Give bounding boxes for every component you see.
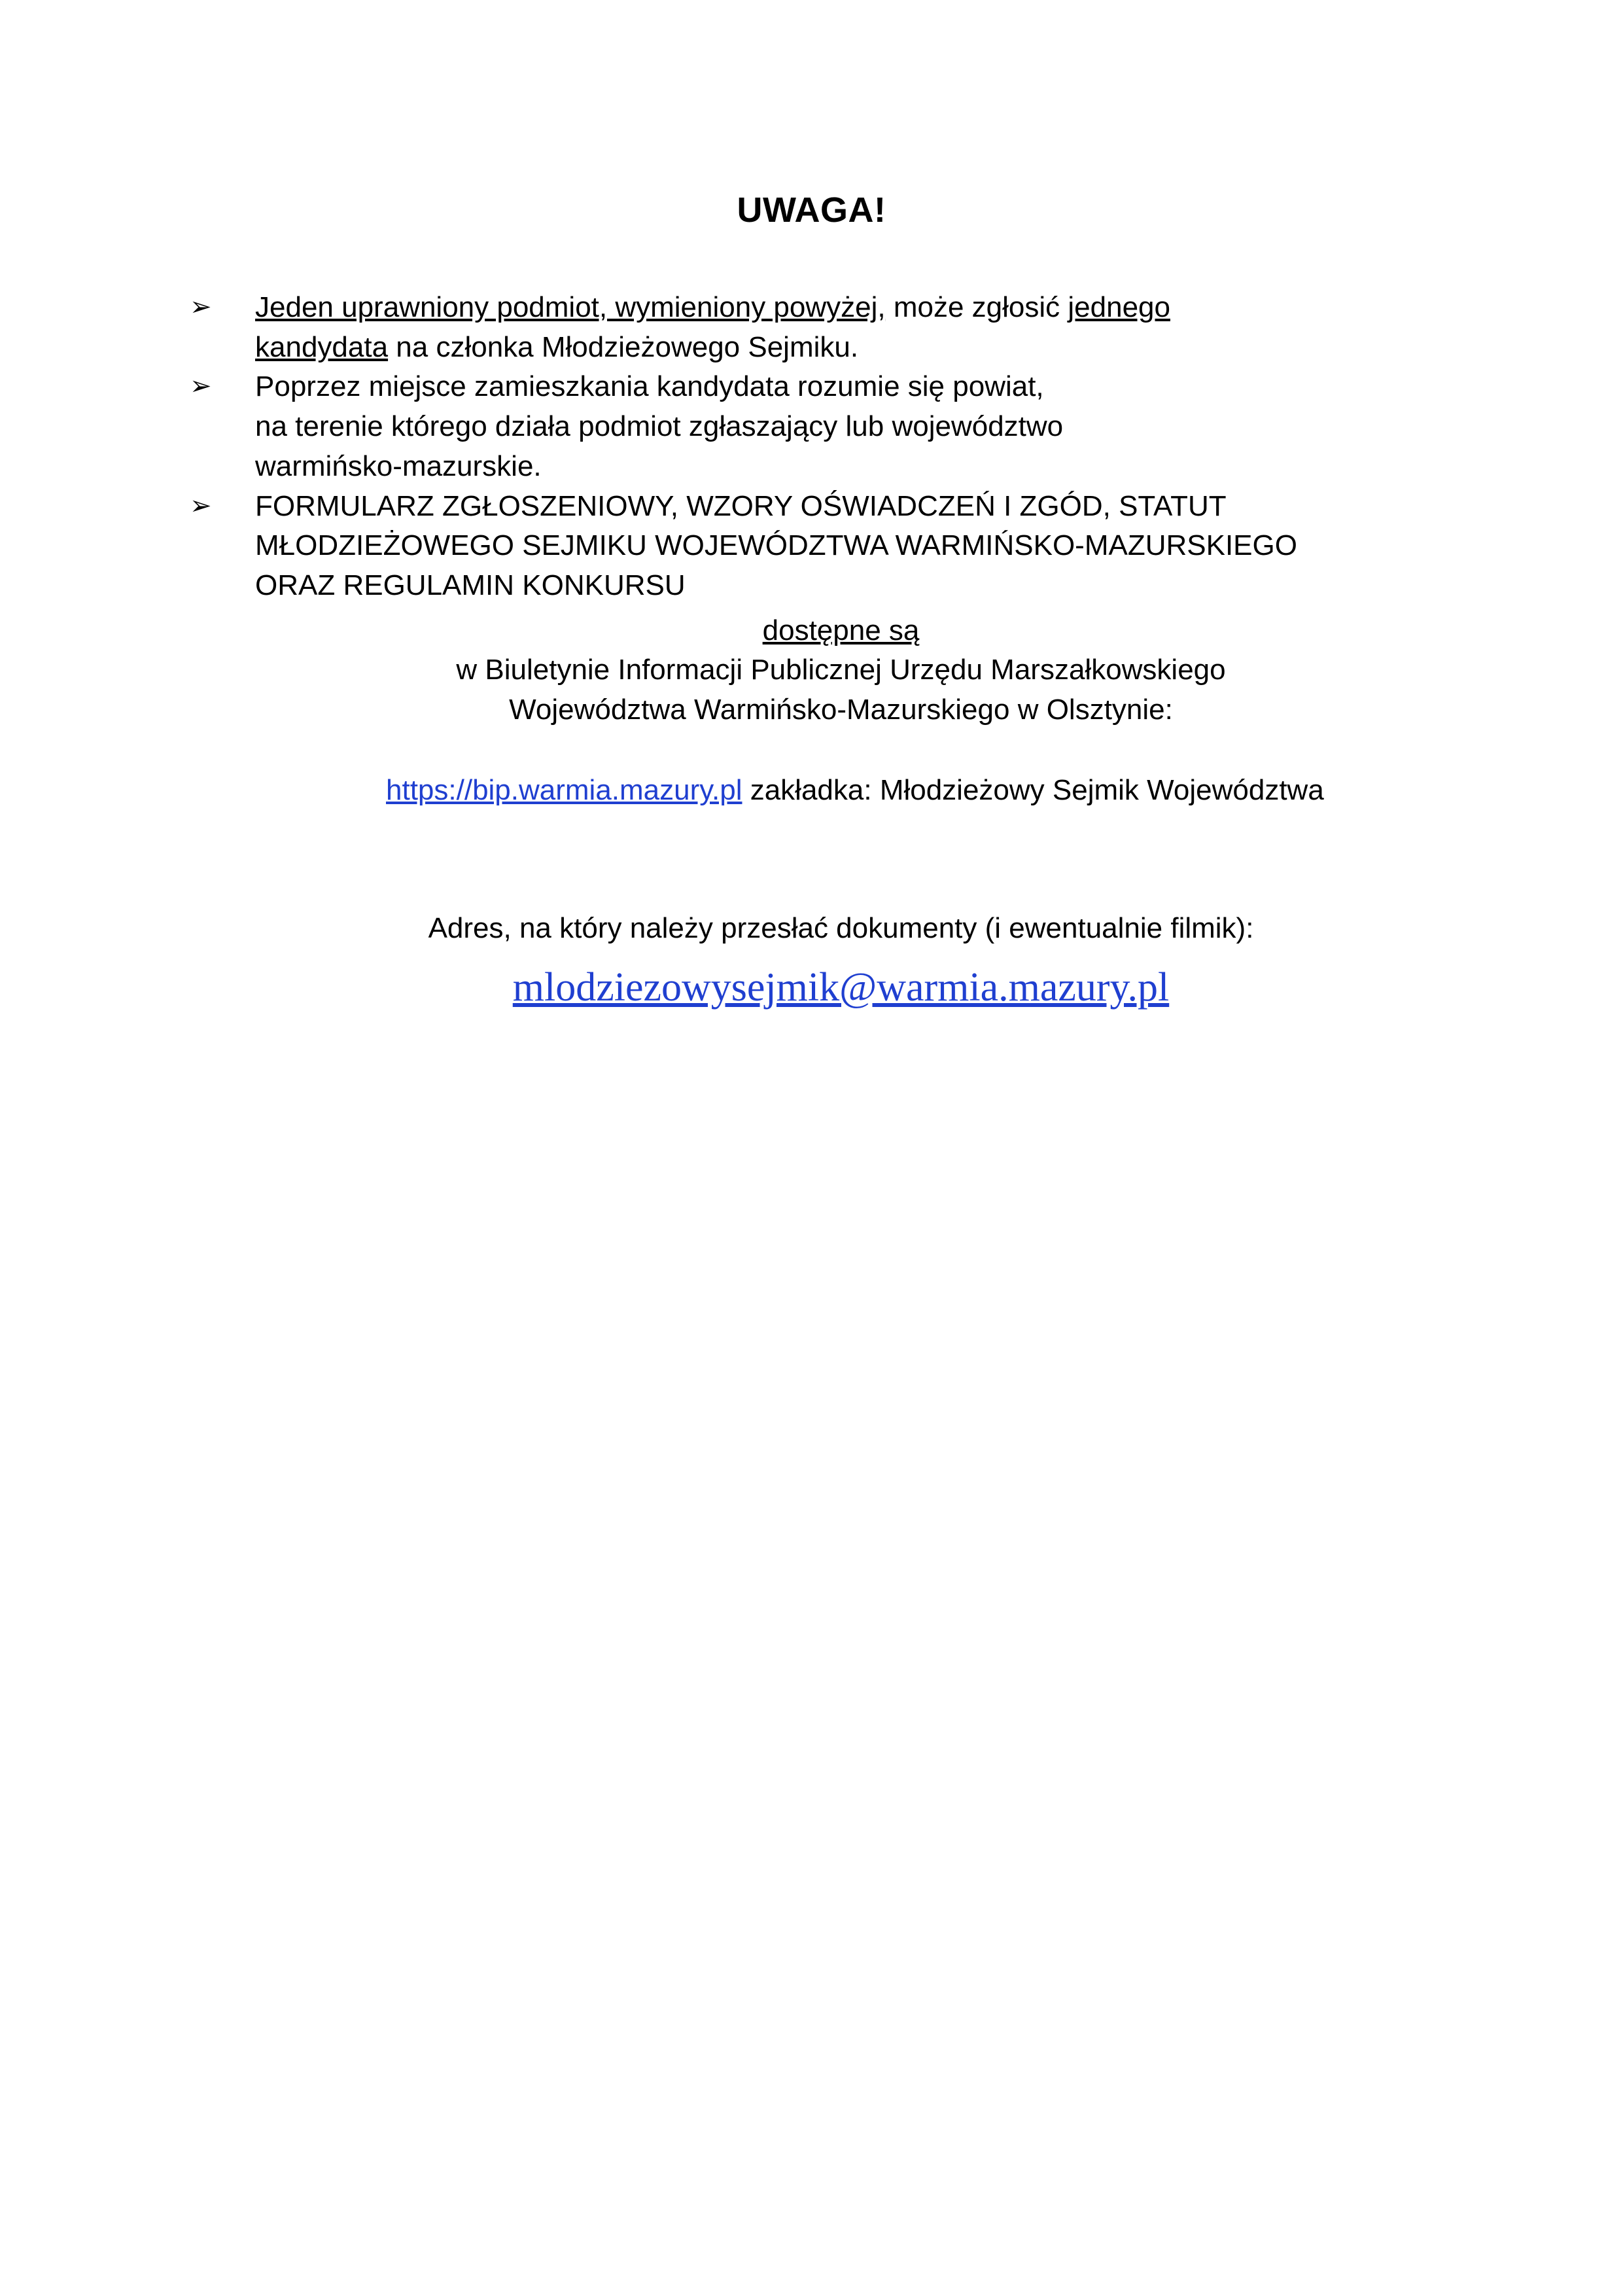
list-item [190, 487, 1492, 606]
list-item-line: na terenie którego działa podmiot zgłaszający lub województwo [255, 410, 1064, 443]
list-item-line: MŁODZIEŻOWEGO SEJMIKU WOJEWÓDZTWA WARMIŃSKO-MAZURSKIEGO [255, 529, 1297, 562]
page-title: UWAGA! [737, 190, 886, 230]
list-item-text: Jeden uprawniony podmiot, wymieniony powyżej, [255, 291, 886, 323]
list-item-line: FORMULARZ ZGŁOSZENIOWY, WZORY OŚWIADCZEŃ I ZGÓD, STATUT [255, 489, 1227, 522]
arrow-bullet-icon: ➢ [190, 371, 212, 402]
availability-line-1: w Biuletynie Informacji Publicznej Urzędu Marszałkowskiego [456, 654, 1226, 686]
availability-block [190, 611, 1492, 730]
list-item [190, 288, 1492, 367]
list-item [190, 367, 1492, 486]
availability-heading: dostępne są [762, 614, 920, 646]
bullet-list [190, 288, 1492, 606]
address-block [190, 909, 1492, 1016]
email-link[interactable]: mlodziezowysejmik@warmia.mazury.pl [512, 965, 1170, 1010]
bip-link[interactable]: https://bip.warmia.mazury.pl [386, 773, 742, 806]
bip-line [190, 771, 1492, 811]
list-item-line [255, 288, 1492, 328]
list-item-line: ORAZ REGULAMIN KONKURSU [255, 569, 686, 602]
availability-line-2: Województwa Warmińsko-Mazurskiego w Olsztynie: [509, 694, 1173, 726]
list-item-text: jednego [1068, 291, 1170, 323]
bip-suffix-text: zakładka: Młodzieżowy Sejmik Województwa [742, 773, 1324, 806]
notice-list [0, 288, 1623, 1016]
list-item-line: warmińsko-mazurskie. [255, 450, 542, 482]
address-label: Adres, na który należy przesłać dokumenty (i ewentualnie filmik): [428, 911, 1254, 944]
list-item-line [255, 328, 1492, 368]
list-item-text: kandydata [255, 330, 389, 363]
list-item-text: może zgłosić [885, 291, 1068, 323]
list-item-text: na członka Młodzieżowego Sejmiku. [388, 330, 859, 363]
list-item-line: Poprzez miejsce zamieszkania kandydata rozumie się powiat, [255, 370, 1044, 403]
arrow-bullet-icon: ➢ [190, 490, 212, 521]
arrow-bullet-icon: ➢ [190, 292, 212, 322]
